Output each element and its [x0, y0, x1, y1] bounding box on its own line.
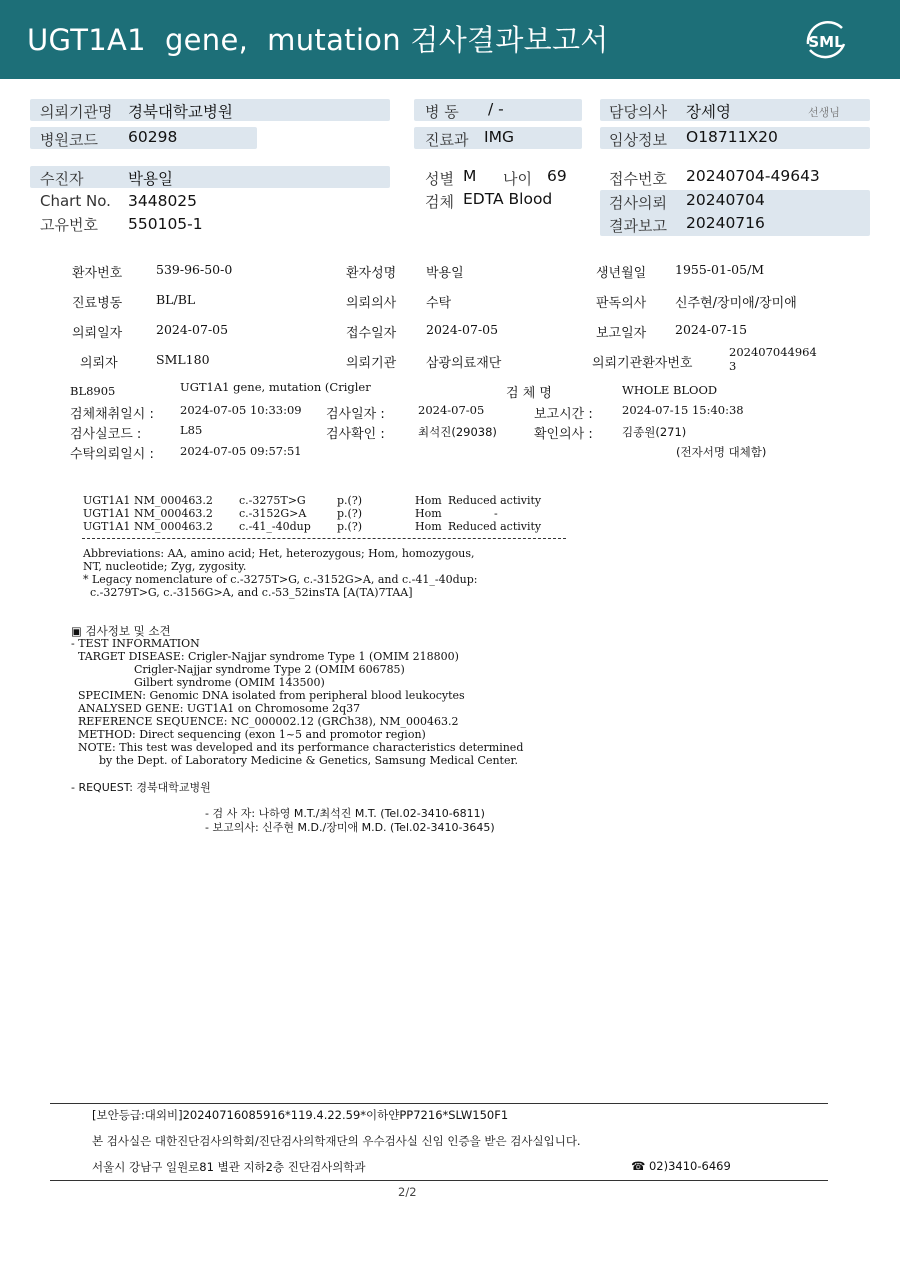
testinfo-line: METHOD: Direct sequencing (exon 1~5 and promotor region)	[71, 728, 426, 741]
doctor-suffix: 선생님	[808, 106, 840, 119]
abbrev-line-4: c.-3279T>G, c.-3156G>A, and c.-53_52insTA [A(TA)7TAA]	[83, 586, 413, 599]
specimen-name-value: WHOLE BLOOD	[622, 383, 718, 397]
specimen-value: EDTA Blood	[463, 190, 553, 208]
sex-value: M	[463, 167, 477, 185]
testinfo-line: by the Dept. of Laboratory Medicine & Genetics, Samsung Medical Center.	[71, 754, 519, 767]
collect-value: 2024-07-05 10:33:09	[180, 403, 302, 417]
sex-label: 성별	[425, 170, 454, 188]
protein-cell: p.(?)	[337, 494, 363, 507]
scan-r3-v3: 2024-07-15	[675, 322, 748, 337]
chart-value: 3448025	[128, 192, 198, 210]
scan-r1-v3: 1955-01-05/M	[675, 262, 765, 277]
scan-r2-v3: 신주현/장미애/장미애	[675, 296, 797, 311]
unique-value: 550105-1	[128, 215, 203, 233]
patient-value: 박용일	[128, 170, 173, 188]
nucleotide-cell: c.-3152G>A	[239, 507, 307, 520]
scan-r3-l2: 접수일자	[346, 326, 397, 341]
scan-r4-l3: 의뢰기관환자번호	[592, 356, 693, 371]
testinfo-line: Gilbert syndrome (OMIM 143500)	[71, 676, 325, 689]
doctor-value: 장세영	[686, 103, 731, 121]
clinical-value: O18711X20	[686, 128, 778, 146]
dept-value: IMG	[484, 128, 514, 146]
confirmdoc-value: 김종원(271)	[622, 425, 687, 439]
abbrev-line-3: * Legacy nomenclature of c.-3275T>G, c.-3152G>A, and c.-41_-40dup:	[83, 573, 478, 586]
scan-r2-v2: 수탁	[426, 296, 452, 311]
scan-r2-l1: 진료병동	[72, 296, 123, 311]
report-label: 결과보고	[609, 217, 667, 235]
scan-r1-l2: 환자성명	[346, 266, 397, 281]
testinfo-heading: ▣ 검사정보 및 소견	[71, 624, 171, 638]
transcript-cell: NM_000463.2	[134, 520, 213, 533]
nucleotide-cell: c.-41_-40dup	[239, 520, 311, 533]
scan-r3-l3: 보고일자	[596, 326, 647, 341]
effect-cell: -	[494, 507, 498, 520]
bl-code: BL8905	[70, 384, 116, 398]
consign-label: 수탁의뢰일시 :	[70, 447, 154, 462]
ward-value: / -	[488, 100, 504, 118]
scan-r2-l2: 의뢰의사	[346, 296, 397, 311]
inst-label: 의뢰기관명	[40, 103, 113, 121]
address-line: 서울시 강남구 일원로81 별관 지하2층 진단검사의학과	[92, 1160, 366, 1174]
certification-line: 본 검사실은 대한진단검사의학회/진단검사의학재단의 우수검사실 신임 인증을 받은 검사실입니다.	[92, 1134, 581, 1148]
testdate-label: 검사일자 :	[326, 407, 385, 422]
receipt-label: 접수번호	[609, 170, 667, 188]
consign-value: 2024-07-05 09:57:51	[180, 444, 302, 458]
reporttime-label: 보고시간 :	[534, 407, 593, 422]
scan-r4-v2: 삼광의료재단	[426, 356, 502, 371]
age-value: 69	[547, 167, 567, 185]
scan-r2-l3: 판독의사	[596, 296, 647, 311]
reporter-line: - 보고의사: 신주현 M.D./장미애 M.D. (Tel.02-3410-3645)	[205, 821, 495, 834]
unique-label: 고유번호	[40, 216, 98, 234]
effect-cell: Reduced activity	[448, 494, 542, 507]
testinfo-line: Crigler-Najjar syndrome Type 2 (OMIM 606785)	[71, 663, 405, 676]
request-label: 검사의뢰	[609, 194, 667, 212]
gene-cell: UGT1A1	[83, 494, 131, 507]
code-label: 병원코드	[40, 131, 98, 149]
footer-bottom-rule	[50, 1180, 828, 1181]
report-title: UGT1A1 gene, mutation 검사결과보고서	[27, 23, 609, 57]
scan-r1-v1: 539-96-50-0	[156, 262, 233, 277]
labcode-value: L85	[180, 423, 203, 437]
dashed-separator	[82, 538, 566, 539]
age-label: 나이	[503, 170, 532, 188]
receipt-value: 20240704-49643	[686, 167, 820, 185]
gene-cell: UGT1A1	[83, 507, 131, 520]
test-name: UGT1A1 gene, mutation (Crigler	[180, 380, 371, 394]
clinical-label: 임상정보	[609, 131, 667, 149]
scan-r4-v1: SML180	[156, 352, 210, 367]
zygosity-cell: Hom	[415, 494, 442, 507]
ward-label: 병 동	[425, 103, 459, 121]
scan-r1-v2: 박용일	[426, 266, 464, 281]
specimen-label: 검체	[425, 193, 454, 211]
sml-logo-icon	[800, 14, 852, 66]
confirm-label: 검사확인 :	[326, 427, 385, 442]
request-value: 20240704	[686, 191, 765, 209]
security-line: [보안등급:대외비]20240716085916*119.4.22.59*이하얀PP7216*SLW150F1	[92, 1108, 509, 1122]
reporttime-value: 2024-07-15 15:40:38	[622, 403, 744, 417]
scan-r4-l2: 의뢰기관	[346, 356, 397, 371]
code-value: 60298	[128, 128, 178, 146]
scan-r2-v1: BL/BL	[156, 292, 196, 307]
scan-r3-v1: 2024-07-05	[156, 322, 229, 337]
scan-r4-l1: 의뢰자	[80, 356, 118, 371]
page-number: 2/2	[398, 1185, 417, 1199]
confirmdoc-label: 확인의사 :	[534, 427, 593, 442]
chart-label: Chart No.	[40, 192, 111, 210]
report-value: 20240716	[686, 214, 765, 232]
patient-label: 수진자	[40, 170, 84, 188]
specimen-name-label: 검 체 명	[506, 386, 552, 401]
scan-r3-v2: 2024-07-05	[426, 322, 499, 337]
transcript-cell: NM_000463.2	[134, 507, 213, 520]
gene-cell: UGT1A1	[83, 520, 131, 533]
patient-box	[30, 166, 390, 188]
svg-text:SML: SML	[808, 33, 844, 51]
doctor-label: 담당의사	[609, 103, 667, 121]
protein-cell: p.(?)	[337, 507, 363, 520]
scan-r4-v3: 202407044964	[729, 345, 817, 359]
scan-r1-l1: 환자번호	[72, 266, 123, 281]
request-line: - REQUEST: 경북대학교병원	[71, 781, 211, 794]
testinfo-line: SPECIMEN: Genomic DNA isolated from peripheral blood leukocytes	[71, 689, 465, 702]
testinfo-line: ANALYSED GENE: UGT1A1 on Chromosome 2q37	[71, 702, 361, 715]
esign-note: (전자서명 대체함)	[676, 445, 767, 459]
scan-r4-v3b: 3	[729, 359, 737, 373]
testinfo-line: TARGET DISEASE: Crigler-Najjar syndrome Type 1 (OMIM 218800)	[71, 650, 459, 663]
scan-r3-l1: 의뢰일자	[72, 326, 123, 341]
dept-label: 진료과	[425, 131, 469, 149]
footer-top-rule	[50, 1103, 828, 1104]
collect-label: 검체채취일시 :	[70, 407, 154, 422]
testdate-value: 2024-07-05	[418, 403, 485, 417]
testinfo-line: - TEST INFORMATION	[71, 637, 200, 650]
zygosity-cell: Hom	[415, 520, 442, 533]
transcript-cell: NM_000463.2	[134, 494, 213, 507]
inst-value: 경북대학교병원	[128, 103, 233, 121]
testinfo-line: NOTE: This test was developed and its performance characteristics determined	[71, 741, 524, 754]
labcode-label: 검사실코드 :	[70, 427, 142, 442]
protein-cell: p.(?)	[337, 520, 363, 533]
abbrev-line-2: NT, nucleotide; Zyg, zygosity.	[83, 560, 247, 573]
testinfo-line: REFERENCE SEQUENCE: NC_000002.12 (GRCh38), NM_000463.2	[71, 715, 459, 728]
phone-line: ☎ 02)3410-6469	[631, 1159, 731, 1173]
nucleotide-cell: c.-3275T>G	[239, 494, 306, 507]
tester-line: - 검 사 자: 나하영 M.T./최석진 M.T. (Tel.02-3410-6811)	[205, 807, 485, 820]
effect-cell: Reduced activity	[448, 520, 542, 533]
scan-r1-l3: 생년월일	[596, 266, 647, 281]
header-bar	[0, 0, 900, 79]
abbrev-line-1: Abbreviations: AA, amino acid; Het, heterozygous; Hom, homozygous,	[83, 547, 475, 560]
zygosity-cell: Hom	[415, 507, 442, 520]
confirm-value: 최석진(29038)	[418, 425, 497, 439]
